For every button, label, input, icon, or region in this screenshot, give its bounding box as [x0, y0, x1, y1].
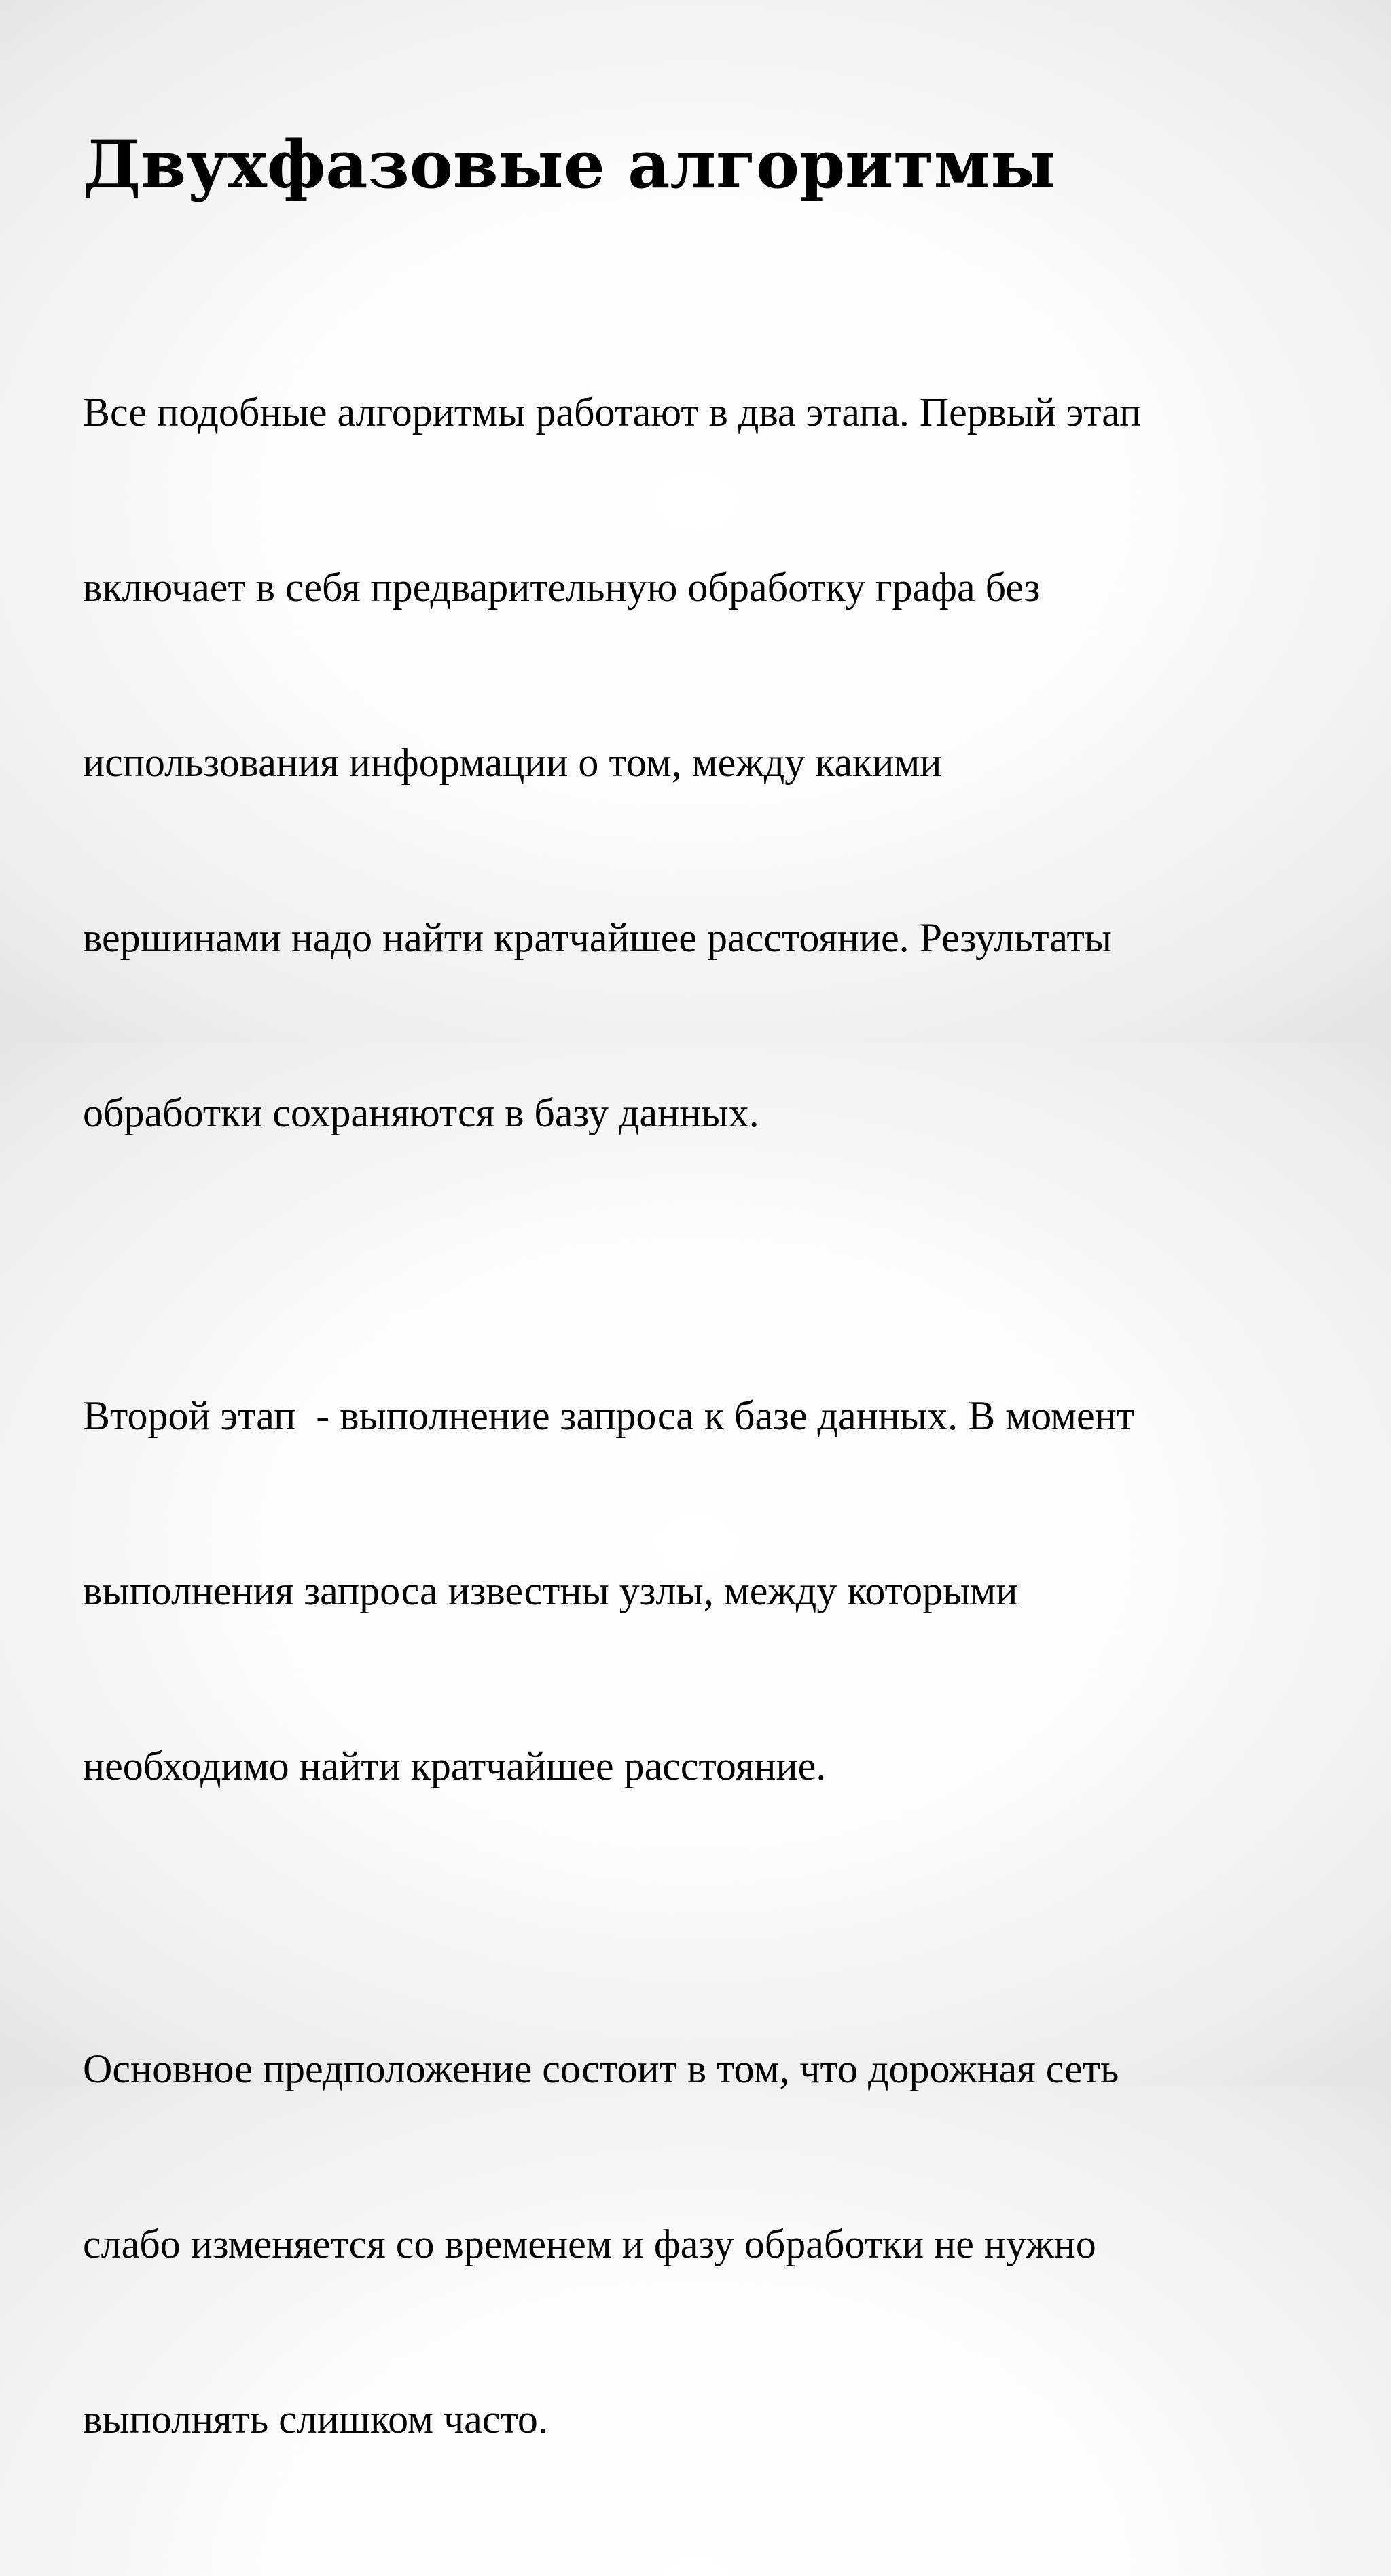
- text-line: выполнять слишком часто.: [83, 2397, 548, 2442]
- text-line: включает в себя предварительную обработку графа без: [83, 565, 1041, 610]
- text-line: слабо изменяется со временем и фазу обработки не нужно: [83, 2222, 1096, 2266]
- paragraph-two-stages: [83, 266, 1346, 1259]
- text-line: Второй этап - выполнение запроса к базе данных. В момент: [83, 1393, 1134, 1438]
- paragraph-assumption: [83, 1923, 1346, 2565]
- text-line: необходимо найти кратчайшее расстояние.: [83, 1744, 827, 1788]
- text-line: обработки сохраняются в базу данных.: [83, 1090, 759, 1135]
- text-line: Основное предположение состоит в том, что дорожная сеть: [83, 2046, 1119, 2091]
- text-line: выполнения запроса известны узлы, между которыми: [83, 1568, 1018, 1613]
- slide-body: [83, 266, 1346, 2576]
- text-line: использования информации о том, между какими: [83, 740, 942, 785]
- text-line: вершинами надо найти кратчайшее расстояние. Результаты: [83, 915, 1112, 960]
- slide-title: Двухфазовые алгоритмы: [83, 126, 1056, 203]
- text-line: Все подобные алгоритмы работают в два этапа. Первый этап: [83, 390, 1142, 435]
- paragraph-second-stage: [83, 1270, 1346, 1912]
